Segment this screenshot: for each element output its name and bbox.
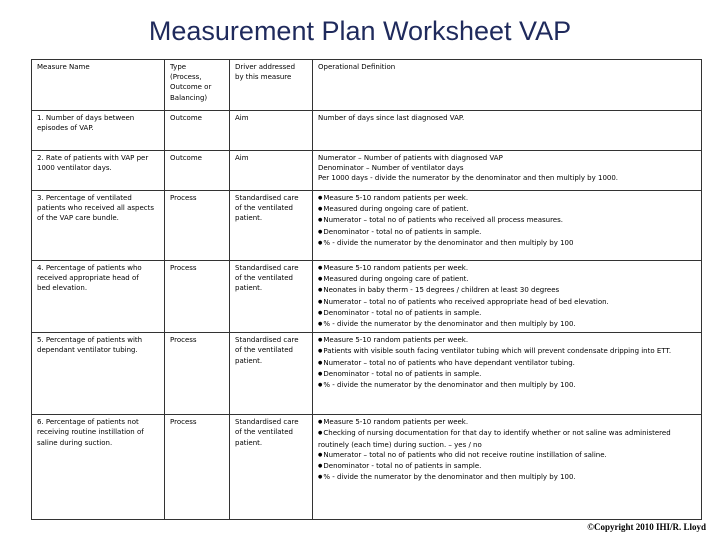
measure-name-cell: 1. Number of days between episodes of VAP. — [32, 111, 165, 151]
driver-cell: Standardised care of the ventilated patient. — [230, 333, 313, 415]
table-row — [32, 151, 702, 191]
type-cell: Outcome — [165, 111, 230, 151]
measure-name-cell: 6. Percentage of patients not receiving routine instillation of saline during suction. — [32, 415, 165, 520]
driver-cell: Standardised care of the ventilated patient. — [230, 261, 313, 333]
measure-name-cell: 5. Percentage of patients with dependant ventilator tubing. — [32, 333, 165, 415]
type-cell: Process — [165, 191, 230, 261]
table-row — [32, 191, 702, 261]
definition-cell: Numerator – Number of patients with diagnosed VAP Denominator – Number of ventilator days Per 1000 days - divide the numerator by the denominator and then multiply by 1000. — [313, 151, 702, 191]
copyright-notice: ©Copyright 2010 IHI/R. Lloyd — [587, 522, 706, 532]
type-cell: Outcome — [165, 151, 230, 191]
definition-cell: ● Measure 5-10 random patients per week. ● Measured during ongoing care of patient. ● Neonates in baby therm - 15 degrees / children at least 30 degrees ● Numerator – total no of patients who received appropriate head of bed elevation. ● Denominator - total no of patients in sample. ● % - divide the numerator by the denominator and then multiply by 100. — [313, 261, 702, 333]
driver-cell: Aim — [230, 111, 313, 151]
driver-cell: Standardised care of the ventilated patient. — [230, 415, 313, 520]
definition-cell: Number of days since last diagnosed VAP. — [313, 111, 702, 151]
table-header-row — [32, 60, 702, 111]
table-row — [32, 333, 702, 415]
type-cell: Process — [165, 415, 230, 520]
measure-name-cell: 4. Percentage of patients who received appropriate head of bed elevation. — [32, 261, 165, 333]
type-cell: Process — [165, 261, 230, 333]
type-cell: Process — [165, 333, 230, 415]
definition-cell: ● Measure 5-10 random patients per week. ● Patients with visible south facing ventilator tubing which will prevent condensate dripping into ETT. ● Numerator – total no of patients who have dependant ventilator tubing. ● Denominator - total no of patients in sample. ● % - divide the numerator by the denominator and then multiply by 100. — [313, 333, 702, 415]
measure-name-cell: 2. Rate of patients with VAP per 1000 ventilator days. — [32, 151, 165, 191]
header-measure-name: Measure Name — [32, 60, 165, 111]
definition-cell: ● Measure 5-10 random patients per week. ● Checking of nursing documentation for that day to identify whether or not saline was administered routinely (each time) during suction. – yes / no ● Numerator – total no of patients who did not receive routine instillation of saline. ● Denominator - total no of patients in sample. ● % - divide the numerator by the denominator and then multiply by 100. — [313, 415, 702, 520]
measurement-plan-table — [31, 59, 702, 520]
header-operational-definition: Operational Definition — [313, 60, 702, 111]
page-title: Measurement Plan Worksheet VAP — [148, 16, 572, 46]
table-row — [32, 415, 702, 520]
measure-name-cell: 3. Percentage of ventilated patients who received all aspects of the VAP care bundle. — [32, 191, 165, 261]
driver-cell: Standardised care of the ventilated patient. — [230, 191, 313, 261]
header-type: Type (Process, Outcome or Balancing) — [165, 60, 230, 111]
table-row — [32, 261, 702, 333]
header-driver: Driver addressed by this measure — [230, 60, 313, 111]
definition-cell: ● Measure 5-10 random patients per week. ● Measured during ongoing care of patient. ● Numerator – total no of patients who received all process measures. ● Denominator - total no of patients in sample. ● % - divide the numerator by the denominator and then multiply by 100 — [313, 191, 702, 261]
table-row — [32, 111, 702, 151]
driver-cell: Aim — [230, 151, 313, 191]
